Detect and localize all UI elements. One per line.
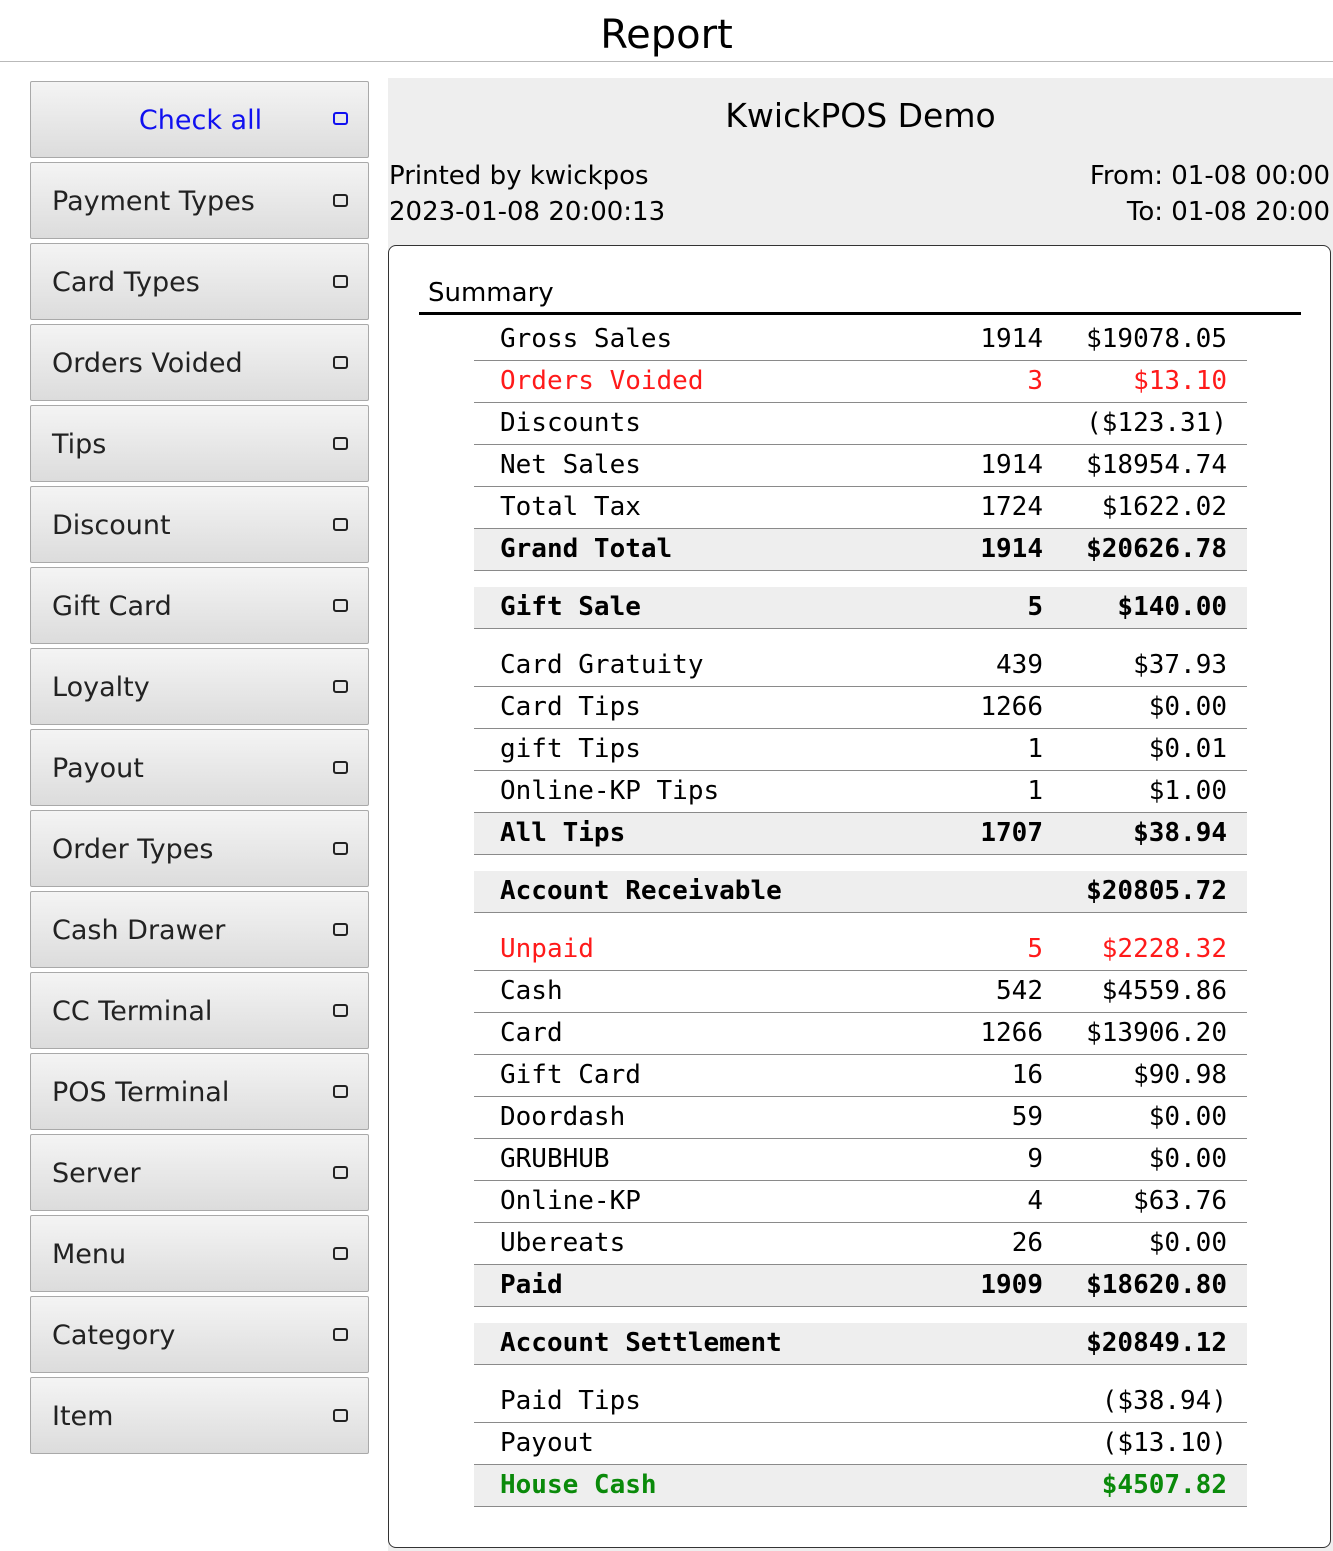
sidebar-item-cc-terminal[interactable]: [30, 972, 369, 1049]
row-amount: $20849.12: [1086, 1328, 1227, 1358]
row-name: Payout: [500, 1428, 594, 1458]
row-amount: $37.93: [1133, 650, 1227, 680]
row-count: 439: [996, 650, 1043, 680]
checkbox-icon[interactable]: [333, 923, 348, 936]
sidebar-item-label: CC Terminal: [52, 996, 213, 1027]
table-row: [474, 1423, 1247, 1465]
row-name: GRUBHUB: [500, 1144, 610, 1174]
table-row: [474, 813, 1247, 855]
printed-at: 2023-01-08 20:00:13: [389, 197, 666, 227]
sidebar-item-label: Menu: [52, 1239, 127, 1270]
sidebar-item-label: Gift Card: [52, 591, 172, 622]
table-row: [474, 1097, 1247, 1139]
sidebar-item-loyalty[interactable]: [30, 648, 369, 725]
sidebar-item-label: Payout: [52, 753, 144, 784]
checkbox-icon[interactable]: [333, 356, 348, 369]
row-amount: $18620.80: [1086, 1270, 1227, 1300]
sidebar-item-item[interactable]: [30, 1377, 369, 1454]
row-count: 1914: [980, 534, 1043, 564]
row-amount: $0.00: [1148, 1144, 1227, 1174]
row-count: 16: [1011, 1060, 1043, 1090]
checkbox-icon[interactable]: [333, 680, 348, 693]
row-amount: $13906.20: [1086, 1018, 1227, 1048]
row-name: Paid: [500, 1270, 563, 1300]
row-name: Ubereats: [500, 1228, 626, 1258]
sidebar-item-gift-card[interactable]: [30, 567, 369, 644]
table-row: [474, 587, 1247, 629]
checkbox-icon[interactable]: [333, 1409, 348, 1422]
summary-table: [474, 319, 1247, 1507]
sidebar-item-label: Card Types: [52, 267, 200, 298]
sidebar-item-label: Discount: [52, 510, 171, 541]
table-row: [474, 1381, 1247, 1423]
sidebar-item-label: Cash Drawer: [52, 915, 226, 946]
date-to: To: 01-08 20:00: [1126, 197, 1330, 227]
row-count: 26: [1011, 1228, 1043, 1258]
row-count: 1914: [980, 450, 1043, 480]
sidebar-item-cash-drawer[interactable]: [30, 891, 369, 968]
summary-section-title: Summary: [419, 274, 1301, 315]
checkbox-icon[interactable]: [333, 194, 348, 207]
sidebar-item-order-types[interactable]: [30, 810, 369, 887]
table-row: [474, 645, 1247, 687]
table-row: [474, 1465, 1247, 1507]
checkbox-icon[interactable]: [333, 1166, 348, 1179]
row-name: Online-KP Tips: [500, 776, 720, 806]
row-count: 1724: [980, 492, 1043, 522]
store-name: KwickPOS Demo: [725, 96, 996, 135]
table-row: [474, 771, 1247, 813]
row-name: Paid Tips: [500, 1386, 641, 1416]
row-count: 1: [1027, 776, 1043, 806]
sidebar-item-label: Server: [52, 1158, 141, 1189]
table-row: [474, 687, 1247, 729]
row-amount: $1.00: [1148, 776, 1227, 806]
row-amount: $0.00: [1148, 692, 1227, 722]
printed-by: Printed by kwickpos: [389, 161, 649, 191]
row-amount: $13.10: [1133, 366, 1227, 396]
sidebar-item-card-types[interactable]: [30, 243, 369, 320]
row-name: Total Tax: [500, 492, 641, 522]
checkbox-icon[interactable]: [333, 1247, 348, 1260]
row-amount: ($38.94): [1101, 1386, 1227, 1416]
title-bar: [0, 0, 1333, 62]
table-row: [474, 361, 1247, 403]
row-count: 1707: [980, 818, 1043, 848]
check-all-checkbox-icon[interactable]: [333, 112, 348, 125]
row-count: 5: [1027, 592, 1043, 622]
sidebar-item-menu[interactable]: [30, 1215, 369, 1292]
report-paper[interactable]: [388, 245, 1331, 1548]
table-row: [474, 1055, 1247, 1097]
table-row: [474, 729, 1247, 771]
table-row: [474, 487, 1247, 529]
sidebar-item-pos-terminal[interactable]: [30, 1053, 369, 1130]
row-amount: $4559.86: [1101, 976, 1227, 1006]
report-filter-sidebar: [30, 81, 369, 1458]
print-info: [389, 158, 665, 230]
sidebar-item-label: POS Terminal: [52, 1077, 230, 1108]
row-amount: $0.01: [1148, 734, 1227, 764]
row-name: Net Sales: [500, 450, 641, 480]
row-name: Gift Card: [500, 1060, 641, 1090]
row-amount: $90.98: [1133, 1060, 1227, 1090]
row-name: All Tips: [500, 818, 626, 848]
sidebar-item-label: Loyalty: [52, 672, 150, 703]
row-amount: $20805.72: [1086, 876, 1227, 906]
sidebar-item-label: Item: [52, 1401, 114, 1432]
row-count: 3: [1027, 366, 1043, 396]
table-row: [474, 871, 1247, 913]
row-name: House Cash: [500, 1470, 657, 1500]
check-all-button[interactable]: [30, 81, 369, 158]
checkbox-icon[interactable]: [333, 275, 348, 288]
row-amount: $4507.82: [1101, 1470, 1227, 1500]
row-count: 542: [996, 976, 1043, 1006]
row-amount: $0.00: [1148, 1228, 1227, 1258]
table-row: [474, 403, 1247, 445]
row-name: Discounts: [500, 408, 641, 438]
row-amount: ($13.10): [1101, 1428, 1227, 1458]
table-row: [474, 1181, 1247, 1223]
row-amount: $140.00: [1117, 592, 1227, 622]
row-name: Online-KP: [500, 1186, 641, 1216]
date-from: From: 01-08 00:00: [1089, 161, 1330, 191]
row-name: Grand Total: [500, 534, 673, 564]
row-name: Cash: [500, 976, 563, 1006]
table-row: [474, 1223, 1247, 1265]
row-count: 1: [1027, 734, 1043, 764]
row-amount: $1622.02: [1101, 492, 1227, 522]
sidebar-item-category[interactable]: [30, 1296, 369, 1373]
sidebar-item-label: Category: [52, 1320, 176, 1351]
row-count: 59: [1011, 1102, 1043, 1132]
checkbox-icon[interactable]: [333, 599, 348, 612]
table-row: [474, 929, 1247, 971]
table-row: [474, 529, 1247, 571]
sidebar-item-server[interactable]: [30, 1134, 369, 1211]
row-name: Account Settlement: [500, 1328, 782, 1358]
row-name: Card Gratuity: [500, 650, 704, 680]
row-count: 1909: [980, 1270, 1043, 1300]
sidebar-item-label: Tips: [52, 429, 107, 460]
checkbox-icon[interactable]: [333, 1328, 348, 1341]
row-name: Gross Sales: [500, 324, 673, 354]
row-name: Card Tips: [500, 692, 641, 722]
row-amount: $18954.74: [1086, 450, 1227, 480]
report-preview: [388, 78, 1333, 1551]
row-count: 1266: [980, 1018, 1043, 1048]
table-row: [474, 1323, 1247, 1365]
row-name: Doordash: [500, 1102, 626, 1132]
sidebar-item-label: Payment Types: [52, 186, 255, 217]
checkbox-icon[interactable]: [333, 761, 348, 774]
sidebar-item-payment-types[interactable]: [30, 162, 369, 239]
row-count: 1266: [980, 692, 1043, 722]
table-row: [474, 445, 1247, 487]
row-name: Card: [500, 1018, 563, 1048]
table-row: [474, 1139, 1247, 1181]
row-count: 5: [1027, 934, 1043, 964]
check-all-label: Check all: [138, 105, 263, 136]
row-count: 9: [1027, 1144, 1043, 1174]
table-row: [474, 1013, 1247, 1055]
row-name: Gift Sale: [500, 592, 641, 622]
row-amount: $0.00: [1148, 1102, 1227, 1132]
checkbox-icon[interactable]: [333, 518, 348, 531]
row-name: Unpaid: [500, 934, 594, 964]
sidebar-item-tips[interactable]: [30, 405, 369, 482]
row-name: gift Tips: [500, 734, 641, 764]
row-count: 1914: [980, 324, 1043, 354]
row-amount: $20626.78: [1086, 534, 1227, 564]
checkbox-icon[interactable]: [333, 437, 348, 450]
checkbox-icon[interactable]: [333, 1085, 348, 1098]
sidebar-item-label: Orders Voided: [52, 348, 243, 379]
row-name: Account Receivable: [500, 876, 782, 906]
row-amount: ($123.31): [1086, 408, 1227, 438]
row-amount: $19078.05: [1086, 324, 1227, 354]
sidebar-item-payout[interactable]: [30, 729, 369, 806]
sidebar-item-orders-voided[interactable]: [30, 324, 369, 401]
checkbox-icon[interactable]: [333, 842, 348, 855]
row-amount: $2228.32: [1101, 934, 1227, 964]
table-row: [474, 971, 1247, 1013]
row-count: 4: [1027, 1186, 1043, 1216]
page-title: Report: [600, 12, 733, 58]
row-name: Orders Voided: [500, 366, 704, 396]
sidebar-item-discount[interactable]: [30, 486, 369, 563]
table-row: [474, 1265, 1247, 1307]
date-range: [1090, 158, 1330, 230]
checkbox-icon[interactable]: [333, 1004, 348, 1017]
table-row: [474, 319, 1247, 361]
sidebar-item-label: Order Types: [52, 834, 214, 865]
row-amount: $38.94: [1133, 818, 1227, 848]
row-amount: $63.76: [1133, 1186, 1227, 1216]
